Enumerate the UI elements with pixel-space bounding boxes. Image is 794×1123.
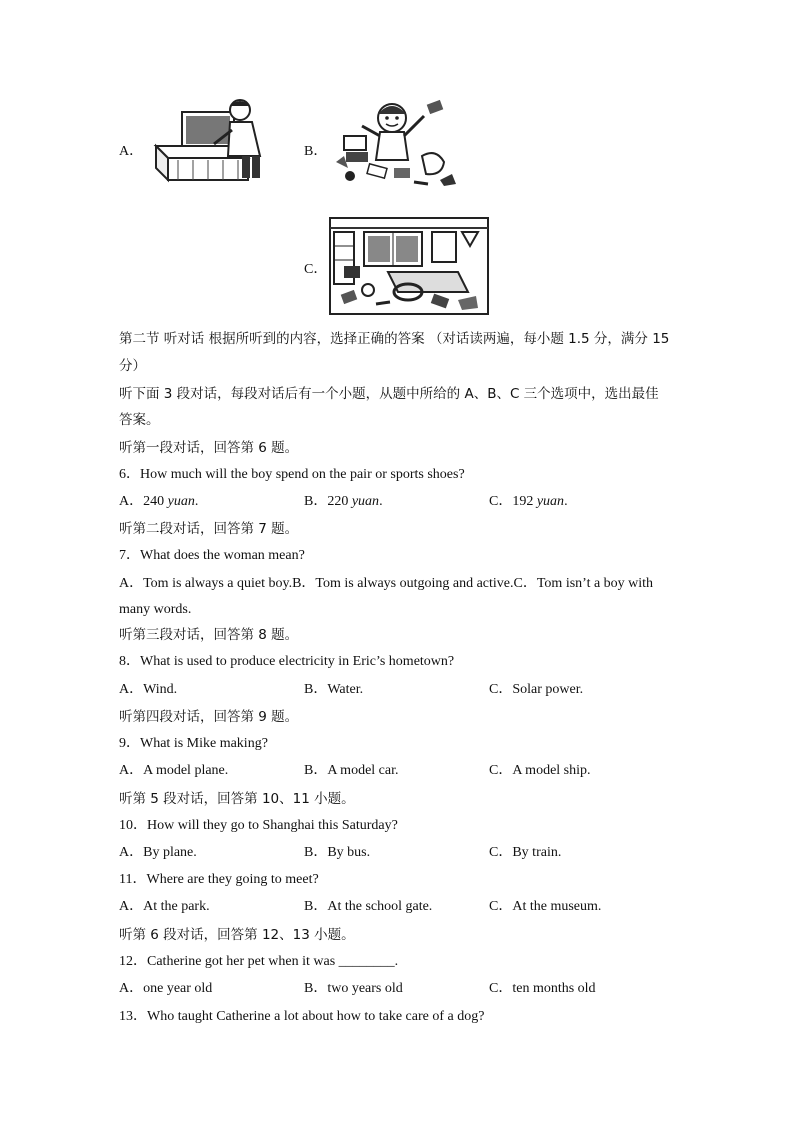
question-6-option-a: A．240 yuan. bbox=[119, 494, 199, 509]
question-9-stem: 9．What is Mike making? bbox=[119, 736, 268, 751]
picture-a-boy-making-bed bbox=[148, 96, 268, 188]
picture-c-untidy-room bbox=[328, 216, 490, 316]
instructions-line2: 答案。 bbox=[119, 412, 160, 428]
dialogue-intro-3: 听第三段对话，回答第 8 题。 bbox=[119, 627, 299, 643]
question-13-stem: 13．Who taught Catherine a lot about how to take care of a dog? bbox=[119, 1009, 485, 1024]
question-11-option-b: B．At the school gate. bbox=[304, 899, 433, 914]
question-12-option-b: B．two years old bbox=[304, 981, 403, 996]
question-12-stem: 12．Catherine got her pet when it was ________. bbox=[119, 954, 399, 969]
question-11-option-c: C．At the museum. bbox=[489, 899, 602, 914]
dialogue-intro-6: 听第 6 段对话，回答第 12、13 小题。 bbox=[119, 927, 355, 943]
question-8-option-a: A．Wind. bbox=[119, 682, 178, 697]
question-8-option-b: B．Water. bbox=[304, 682, 364, 697]
question-8-stem: 8．What is used to produce electricity in Eric’s hometown? bbox=[119, 654, 455, 669]
instructions-line1: 听下面 3 段对话，每段对话后有一个小题，从题中所给的 A、B、C 三个选项中，选出最佳 bbox=[119, 386, 659, 402]
question-7-options-line1: A．Tom is always a quiet boy.B．Tom is always outgoing and active.C．Tom isn’t a boy with bbox=[119, 576, 654, 591]
picture-a-label: A． bbox=[119, 144, 144, 159]
picture-b-messy-child bbox=[332, 96, 460, 192]
question-11-option-a: A．At the park. bbox=[119, 899, 210, 914]
question-10-option-b: B．By bus. bbox=[304, 845, 371, 860]
question-10-option-c: C．By train. bbox=[489, 845, 562, 860]
dialogue-intro-1: 听第一段对话，回答第 6 题。 bbox=[119, 440, 299, 456]
question-9-option-a: A．A model plane. bbox=[119, 763, 229, 778]
question-7-options-line2: many words. bbox=[119, 602, 192, 617]
section-heading-line2: 分） bbox=[119, 358, 146, 374]
question-6-option-b: B．220 yuan. bbox=[304, 494, 383, 509]
question-12-option-a: A．one year old bbox=[119, 981, 213, 996]
question-9-option-b: B．A model car. bbox=[304, 763, 399, 778]
question-11-stem: 11．Where are they going to meet? bbox=[119, 872, 319, 887]
question-10-option-a: A．By plane. bbox=[119, 845, 197, 860]
dialogue-intro-4: 听第四段对话，回答第 9 题。 bbox=[119, 709, 299, 725]
question-6-stem: 6．How much will the boy spend on the pair or sports shoes? bbox=[119, 467, 465, 482]
picture-b-label: B． bbox=[304, 144, 328, 159]
picture-c-label: C． bbox=[304, 262, 328, 277]
section-heading-line1: 第二节 听对话 根据所听到的内容，选择正确的答案 （对话读两遍，每小题 1.5 分，满分 15 bbox=[119, 331, 670, 347]
dialogue-intro-5: 听第 5 段对话，回答第 10、11 小题。 bbox=[119, 791, 355, 807]
question-6-option-c: C．192 yuan. bbox=[489, 494, 568, 509]
question-8-option-c: C．Solar power. bbox=[489, 682, 584, 697]
question-10-stem: 10．How will they go to Shanghai this Saturday? bbox=[119, 818, 398, 833]
question-7-stem: 7．What does the woman mean? bbox=[119, 548, 305, 563]
question-9-option-c: C．A model ship. bbox=[489, 763, 591, 778]
question-12-option-c: C．ten months old bbox=[489, 981, 596, 996]
dialogue-intro-2: 听第二段对话，回答第 7 题。 bbox=[119, 521, 299, 537]
